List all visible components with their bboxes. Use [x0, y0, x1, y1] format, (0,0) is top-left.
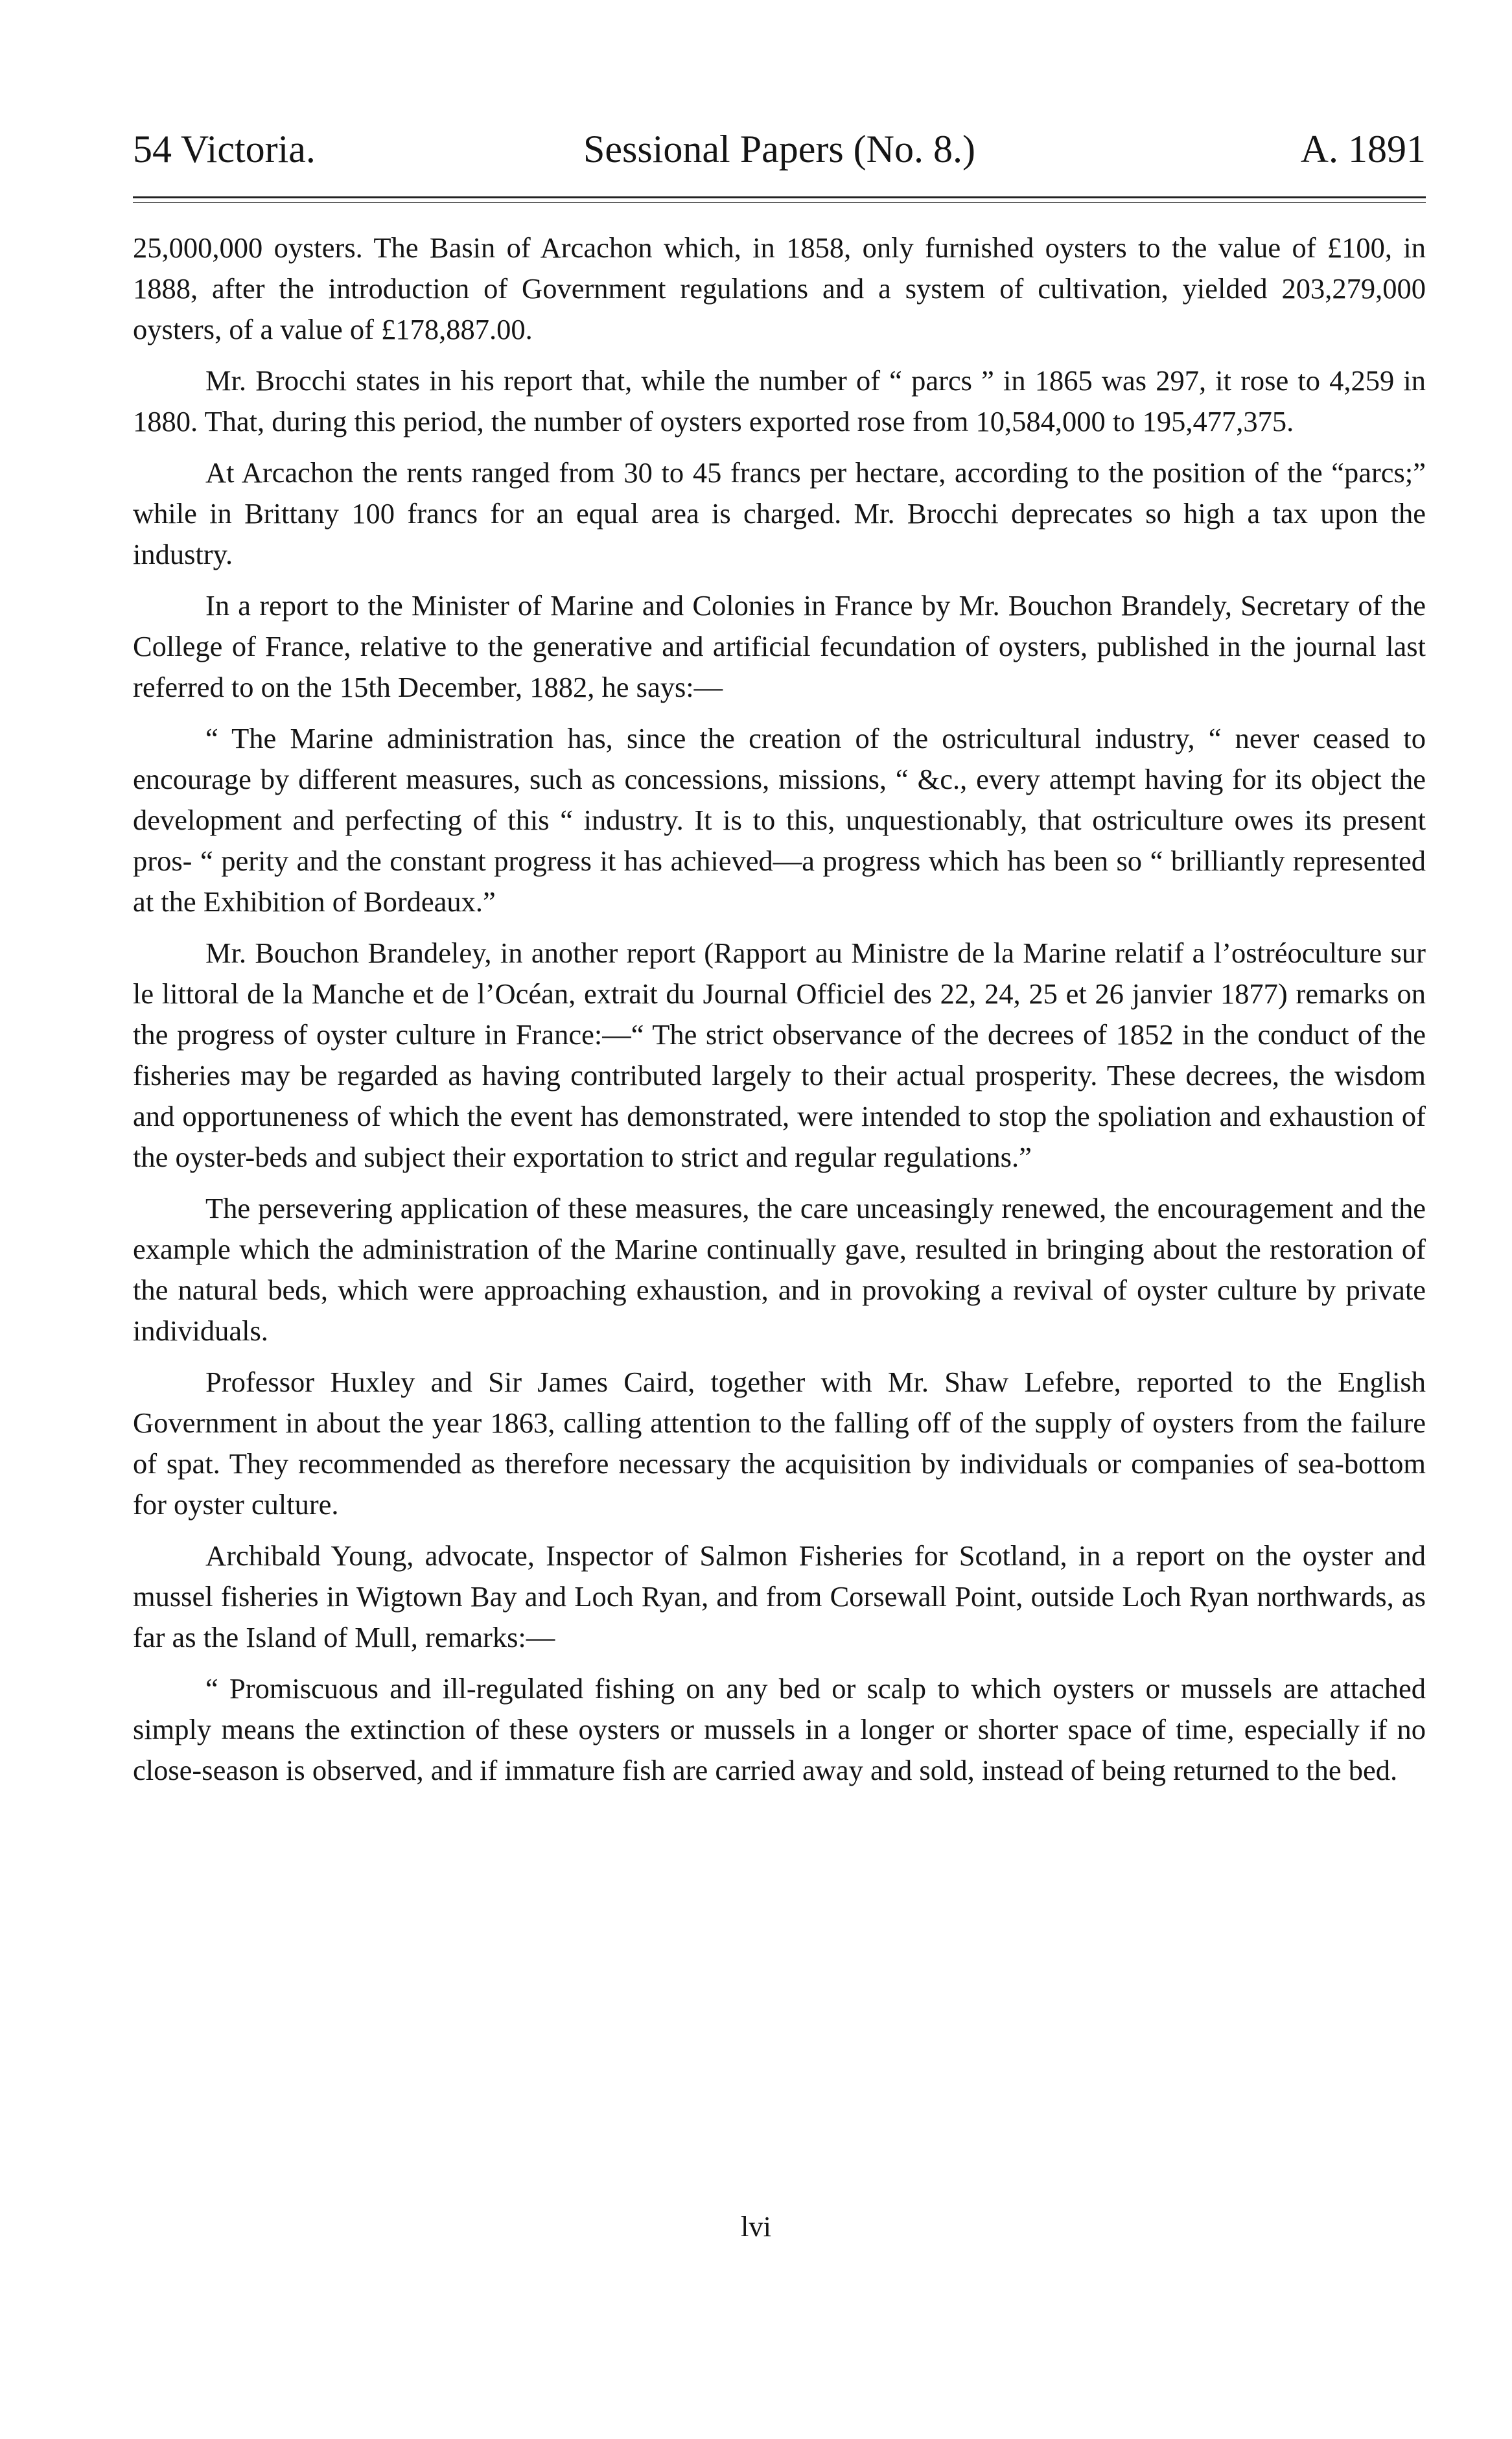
page-number: lvi	[741, 2210, 771, 2243]
paragraph: Mr. Brocchi states in his report that, while the number of “ parcs ” in 1865 was 297, it rose to 4,259 in 1880. That, during this period, the number of oysters exported rose from 10,584,000 to 195,477,375.	[133, 364, 1426, 438]
paragraph: Archibald Young, advocate, Inspector of Salmon Fisheries for Scotland, in a report on the oyster and mussel fisheries in Wigtown Bay and Loch Ryan, and from Corsewall Point, outside Loch Ryan northwards, as far as the Island of Mull, remarks:—	[133, 1539, 1426, 1653]
paragraph-continuation: 25,000,000 oysters. The Basin of Arcachon which, in 1858, only furnished oysters to the value of £100, in 1888, after the introduction of Government regulations and a system of cultivation, yielded 203,279,000 oysters, of a value of £178,887.00.	[133, 231, 1426, 345]
header-rule	[133, 196, 1426, 203]
paragraph: Professor Huxley and Sir James Caird, together with Mr. Shaw Lefebre, reported to the English Government in about the year 1863, calling attention to the falling off of the supply of oysters from the failure of spat. They recommended as therefore necessary the acquisition by individuals or companies of sea-bottom for oyster culture.	[133, 1366, 1426, 1521]
paragraph: In a report to the Minister of Marine and Colonies in France by Mr. Bouchon Brandely, Secretary of the College of France, relative to the generative and artificial fecundation of oysters, published in the journal last referred to on the 15th December, 1882, he says:—	[133, 589, 1426, 703]
quoted-paragraph: “ The Marine administration has, since the creation of the ostricultural industry, “ never ceased to encourage by different measures, such as concessions, missions, “ &c., every attempt having for its object the development and perfecting of this “ industry. It is to this, unquestionably, that ostriculture owes its present pros- “ perity and the constant progress it has achieved—a progress which has been so “ brilliantly represented at the Exhibition of Bordeaux.”	[133, 722, 1426, 918]
running-header	[133, 120, 1426, 178]
paragraph: Mr. Bouchon Brandeley, in another report (Rapport au Ministre de la Marine relatif a l’ostréoculture sur le littoral de la Manche et de l’Océan, extrait du Journal Officiel des 22, 24, 25 et 26 janvier 1877) remarks on the progress of oyster culture in France:—“ The strict observance of the decrees of 1852 in the conduct of the fisheries may be regarded as having contributed largely to their actual prosperity. These decrees, the wisdom and opportuneness of which the event has demonstrated, were intended to stop the spoliation and exhaustion of the oyster-beds and subject their exportation to strict and regular regulations.”	[133, 937, 1426, 1173]
header-publication: Sessional Papers (No. 8.)	[583, 128, 975, 170]
header-year: A. 1891	[1300, 128, 1426, 170]
body-text	[133, 228, 1426, 1791]
header-session: 54 Victoria.	[133, 128, 316, 170]
document-page	[133, 120, 1426, 1801]
paragraph: At Arcachon the rents ranged from 30 to 45 francs per hectare, according to the position of the “parcs;” while in Brittany 100 francs for an equal area is charged. Mr. Brocchi deprecates so high a tax upon the industry.	[133, 456, 1426, 570]
quoted-paragraph: “ Promiscuous and ill-regulated fishing on any bed or scalp to which oysters or mussels are attached simply means the extinction of these oysters or mussels in a longer or shorter space of time, especially if no close-season is observed, and if immature fish are carried away and sold, instead of being returned to the bed.	[133, 1672, 1426, 1786]
paragraph: The persevering application of these measures, the care unceasingly renewed, the encouragement and the example which the administration of the Marine continually gave, resulted in bringing about the restoration of the natural beds, which were approaching exhaustion, and in provoking a revival of oyster culture by private individuals.	[133, 1192, 1426, 1347]
